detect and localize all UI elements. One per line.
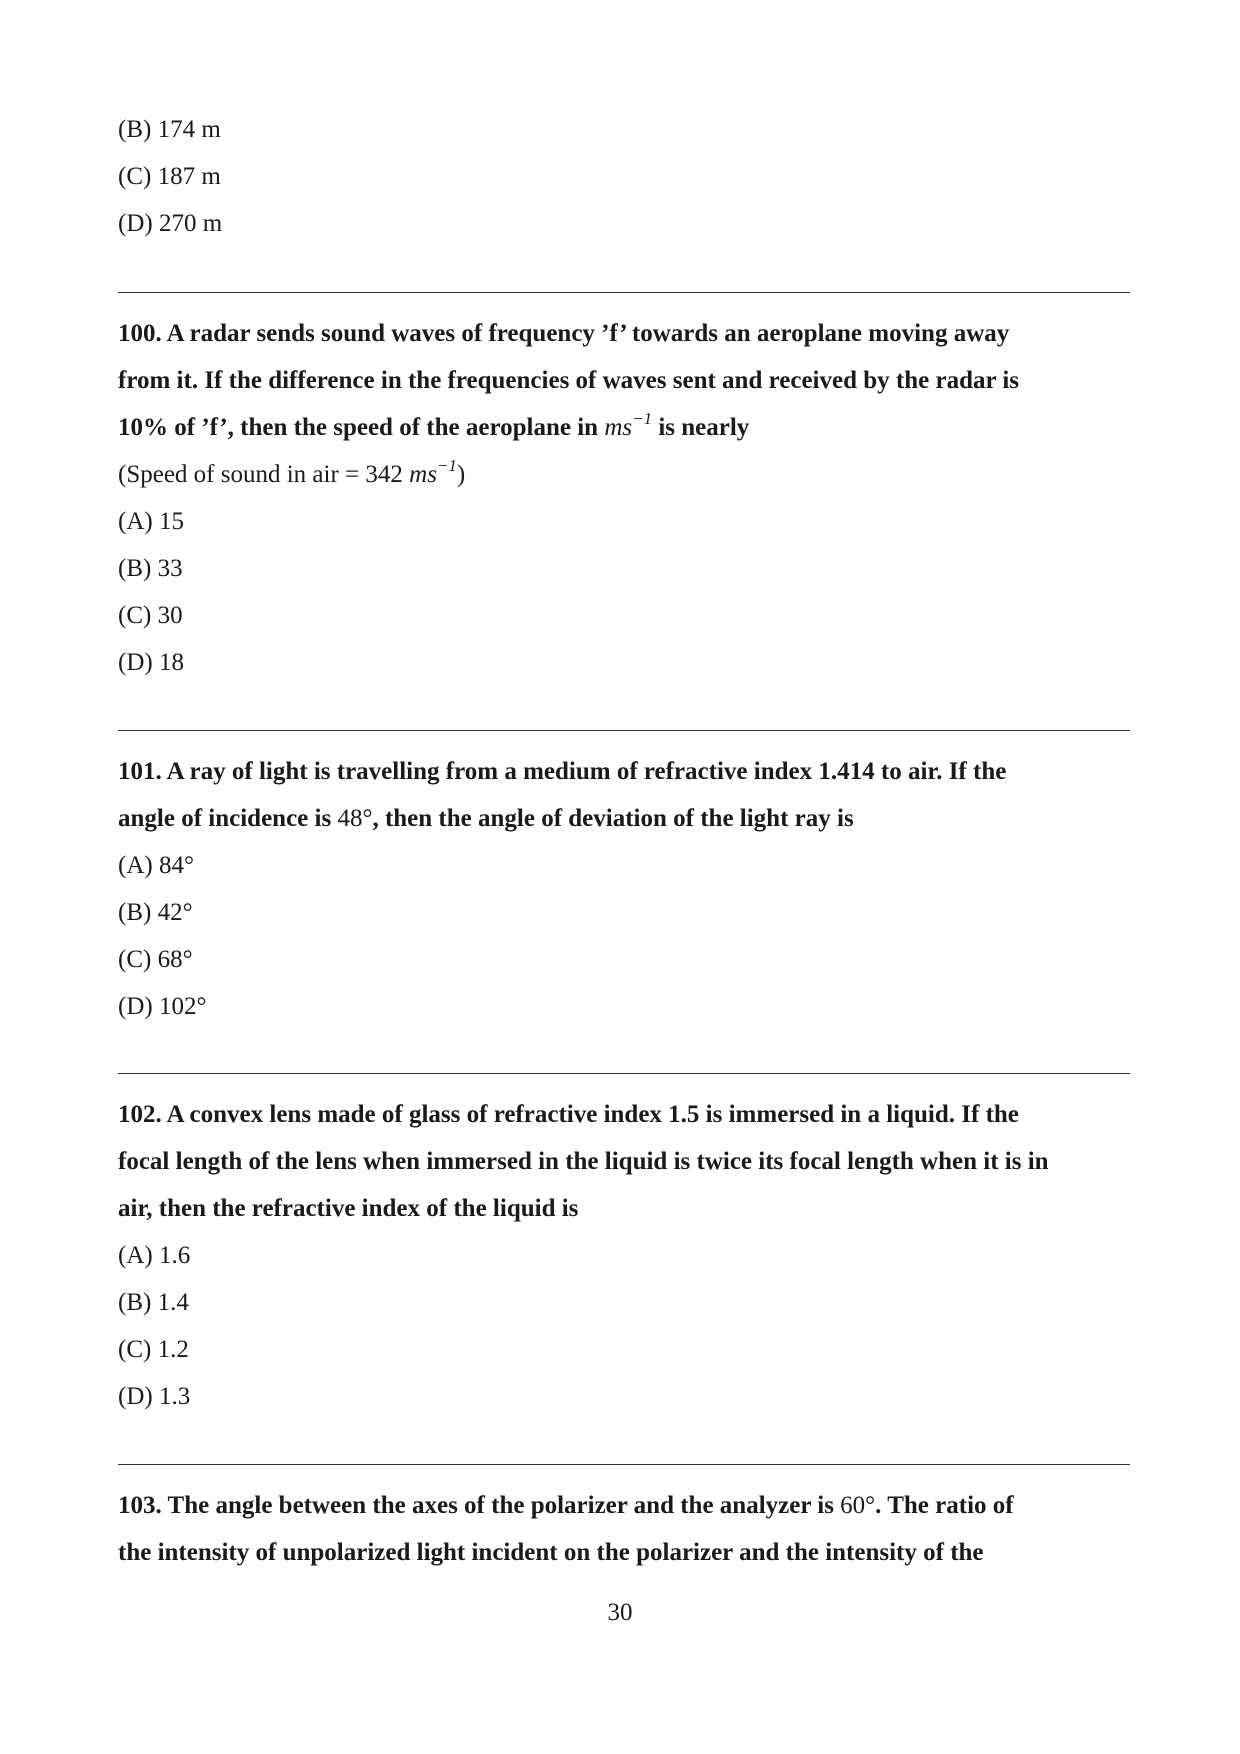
question-100-option-c: (C) 30 xyxy=(118,602,183,629)
question-102-line-2: focal length of the lens when immersed in the liquid is twice its focal length when it is in xyxy=(118,1148,1049,1175)
question-102-option-c: (C) 1.2 xyxy=(118,1336,189,1363)
page-number: 30 xyxy=(607,1599,633,1626)
question-101-option-d: (D) 102° xyxy=(118,993,207,1020)
unit-ms: ms xyxy=(604,414,633,441)
angle-value: 48° xyxy=(337,805,373,832)
unit-exponent: −1 xyxy=(632,408,653,428)
question-100-option-a: (A) 15 xyxy=(118,508,184,535)
question-101-option-b: (B) 42° xyxy=(118,899,193,926)
question-103-line-1: 103. The angle between the axes of the polarizer and the analyzer is 60°. The ratio of xyxy=(118,1492,1014,1519)
question-101-option-a: (A) 84° xyxy=(118,852,194,879)
question-101-option-c: (C) 68° xyxy=(118,946,193,973)
question-102-line-3: air, then the refractive index of the liquid is xyxy=(118,1195,579,1222)
angle-value: 60° xyxy=(840,1492,876,1519)
question-102-option-d: (D) 1.3 xyxy=(118,1383,191,1410)
question-102-line-1: 102. A convex lens made of glass of refractive index 1.5 is immersed in a liquid. If the xyxy=(118,1101,1019,1128)
divider xyxy=(118,730,1130,731)
question-101-line-1: 101. A ray of light is travelling from a medium of refractive index 1.414 to air. If the xyxy=(118,758,1007,785)
option-b: (B) 174 m xyxy=(118,116,221,143)
question-100-line-1: 100. A radar sends sound waves of frequency ’f’ towards an aeroplane moving away xyxy=(118,320,1010,347)
question-100-option-d: (D) 18 xyxy=(118,649,184,676)
question-103-line-2: the intensity of unpolarized light incident on the polarizer and the intensity of the xyxy=(118,1539,984,1566)
divider xyxy=(118,292,1130,293)
option-c: (C) 187 m xyxy=(118,163,221,190)
question-101-line-2: angle of incidence is 48°, then the angle of deviation of the light ray is xyxy=(118,805,854,832)
question-100-line-2: from it. If the difference in the frequencies of waves sent and received by the radar is xyxy=(118,367,1020,394)
question-100-note: (Speed of sound in air = 342 $ms^{-1}$) xyxy=(118,455,466,488)
question-102-option-a: (A) 1.6 xyxy=(118,1242,191,1269)
divider xyxy=(118,1464,1130,1465)
divider xyxy=(118,1073,1130,1074)
question-100-option-b: (B) 33 xyxy=(118,555,183,582)
question-102-option-b: (B) 1.4 xyxy=(118,1289,189,1316)
question-100-line-3: 10% of ’f’, then the speed of the aeroplane in $ms^{-1}$ is nearly xyxy=(118,408,750,441)
option-d: (D) 270 m xyxy=(118,210,223,237)
